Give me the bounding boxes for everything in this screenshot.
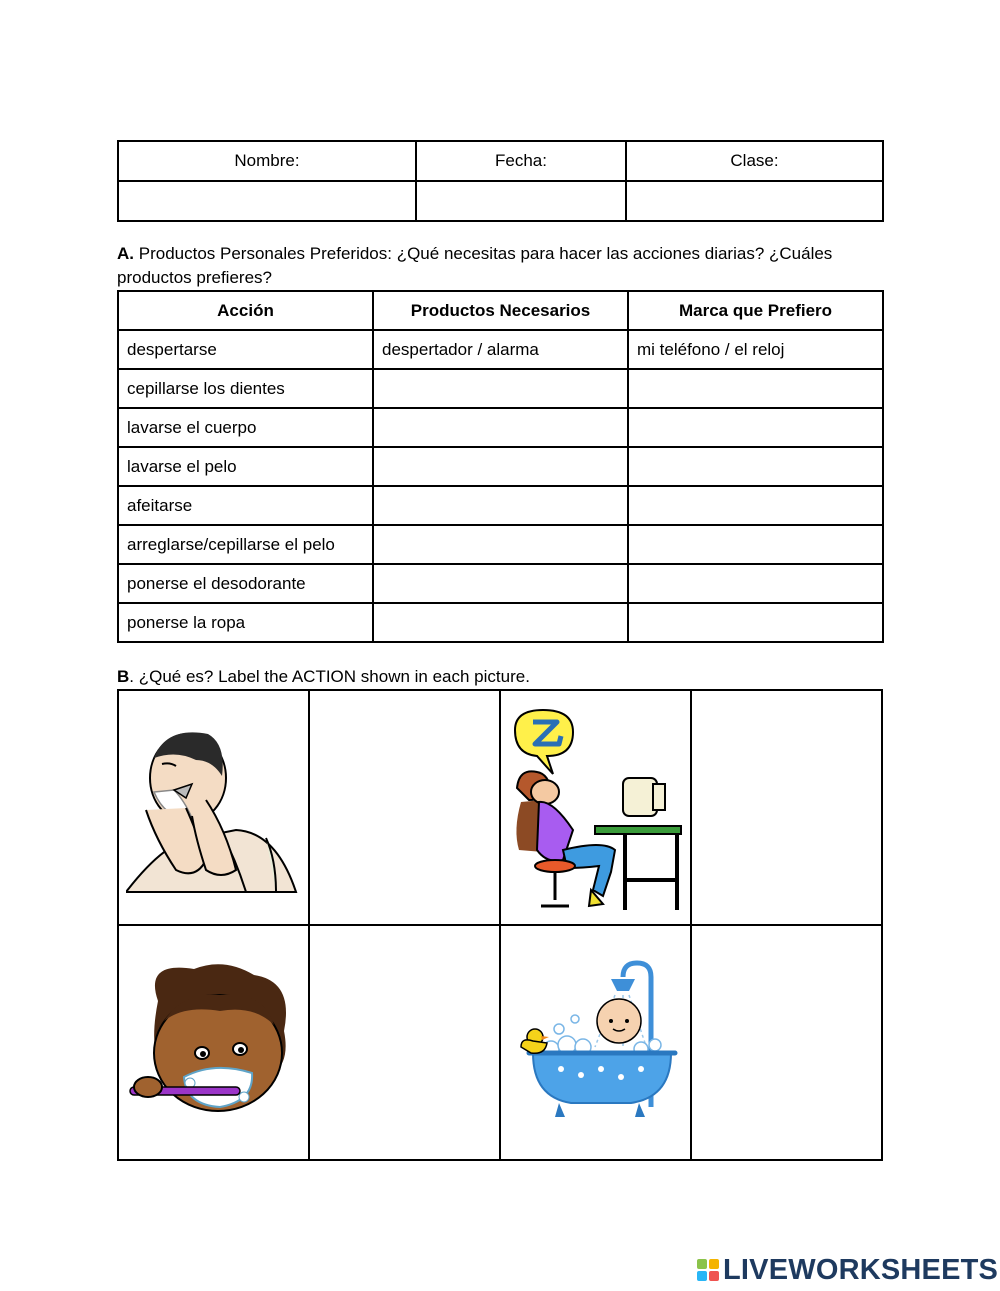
table-row xyxy=(118,408,883,447)
product-cell xyxy=(373,525,628,564)
brand-input[interactable] xyxy=(629,604,882,641)
brand-cell: mi teléfono / el reloj xyxy=(628,330,883,369)
brand-input[interactable] xyxy=(629,565,882,602)
man-shaving-illustration xyxy=(126,720,302,896)
section-a-instructions xyxy=(117,242,887,290)
clase-label: Clase: xyxy=(626,141,883,181)
table-row xyxy=(118,564,883,603)
action-cell: lavarse el pelo xyxy=(118,447,373,486)
table-row xyxy=(118,330,883,369)
answer-cell-2 xyxy=(691,690,882,925)
brand-input[interactable] xyxy=(629,409,882,446)
product-input[interactable] xyxy=(374,487,627,524)
action-cell: cepillarse los dientes xyxy=(118,369,373,408)
product-input[interactable] xyxy=(374,526,627,563)
table-row xyxy=(118,447,883,486)
brand-cell xyxy=(628,564,883,603)
action-cell: afeitarse xyxy=(118,486,373,525)
product-input[interactable] xyxy=(374,370,627,407)
product-input[interactable] xyxy=(374,448,627,485)
col-header-productos: Productos Necesarios xyxy=(373,291,628,330)
picture-grid xyxy=(117,689,883,1161)
nombre-cell xyxy=(118,181,416,221)
brand-cell xyxy=(628,486,883,525)
clase-cell xyxy=(626,181,883,221)
product-input[interactable] xyxy=(374,409,627,446)
section-b-text: . ¿Qué es? Label the ACTION shown in each picture. xyxy=(129,667,530,686)
fecha-cell xyxy=(416,181,626,221)
action-cell: despertarse xyxy=(118,330,373,369)
student-info-table xyxy=(117,140,884,222)
products-table xyxy=(117,290,884,643)
picture-cell-bath xyxy=(500,925,691,1160)
action-cell: arreglarse/cepillarse el pelo xyxy=(118,525,373,564)
answer-cell-3 xyxy=(309,925,500,1160)
baby-in-bathtub-illustration xyxy=(511,957,681,1129)
boy-brushing-teeth-illustration xyxy=(124,961,304,1125)
clase-input[interactable] xyxy=(627,182,882,220)
action-cell: ponerse el desodorante xyxy=(118,564,373,603)
fecha-label: Fecha: xyxy=(416,141,626,181)
product-cell xyxy=(373,564,628,603)
section-b-letter: B xyxy=(117,667,130,686)
brand-input[interactable] xyxy=(629,448,882,485)
liveworksheets-logo xyxy=(697,1255,998,1285)
product-cell xyxy=(373,603,628,642)
brand-cell xyxy=(628,408,883,447)
section-b-instructions xyxy=(117,665,887,689)
brand-cell xyxy=(628,525,883,564)
nombre-input[interactable] xyxy=(119,182,415,220)
answer-cell-1 xyxy=(309,690,500,925)
picture-cell-brushing xyxy=(118,925,309,1160)
picture-cell-shaving xyxy=(118,690,309,925)
table-header-row xyxy=(118,291,883,330)
table-row xyxy=(118,525,883,564)
action-cell: lavarse el cuerpo xyxy=(118,408,373,447)
nombre-label: Nombre: xyxy=(118,141,416,181)
answer-input-4[interactable] xyxy=(692,926,881,1154)
brand-input[interactable] xyxy=(629,370,882,407)
col-header-marca: Marca que Prefiero xyxy=(628,291,883,330)
product-cell xyxy=(373,408,628,447)
product-cell xyxy=(373,486,628,525)
logo-block-i xyxy=(709,1259,719,1269)
brand-cell xyxy=(628,447,883,486)
fecha-input[interactable] xyxy=(417,182,625,220)
action-cell: ponerse la ropa xyxy=(118,603,373,642)
brand-cell xyxy=(628,603,883,642)
product-cell: despertador / alarma xyxy=(373,330,628,369)
table-row xyxy=(118,369,883,408)
col-header-accion: Acción xyxy=(118,291,373,330)
section-a-text: Productos Personales Preferidos: ¿Qué necesitas para hacer las acciones diarias? ¿Cuáles productos prefieres? xyxy=(117,244,833,287)
logo-block-l xyxy=(697,1259,707,1269)
logo-block-v xyxy=(697,1271,707,1281)
person-sleeping-at-desk-illustration xyxy=(503,700,689,916)
product-input[interactable] xyxy=(374,565,627,602)
picture-cell-sleeping xyxy=(500,690,691,925)
logo-text: LIVEWORKSHEETS xyxy=(723,1253,999,1286)
logo-block-e xyxy=(709,1271,719,1281)
answer-input-1[interactable] xyxy=(310,691,499,919)
product-cell xyxy=(373,447,628,486)
answer-input-2[interactable] xyxy=(692,691,881,919)
answer-cell-4 xyxy=(691,925,882,1160)
product-input[interactable] xyxy=(374,604,627,641)
product-cell xyxy=(373,369,628,408)
table-row xyxy=(118,603,883,642)
brand-input[interactable] xyxy=(629,526,882,563)
brand-cell xyxy=(628,369,883,408)
section-a-letter: A. xyxy=(117,244,134,263)
answer-input-3[interactable] xyxy=(310,926,499,1154)
logo-blocks-icon xyxy=(697,1259,719,1281)
table-row xyxy=(118,486,883,525)
brand-input[interactable] xyxy=(629,487,882,524)
